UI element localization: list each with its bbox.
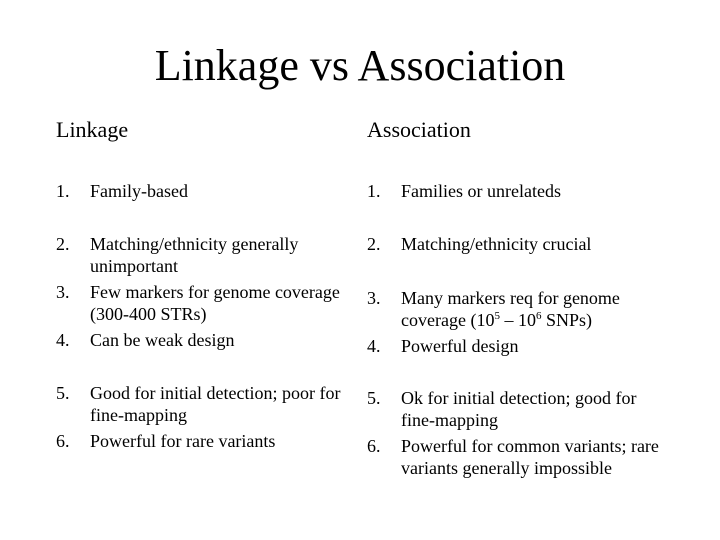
list-text: Family-based xyxy=(90,181,188,201)
list-text: Powerful design xyxy=(401,336,519,356)
list-text: Powerful for rare variants xyxy=(90,431,276,451)
list-number: 4. xyxy=(367,336,381,356)
slide-title: Linkage vs Association xyxy=(154,41,566,90)
list-number: 5. xyxy=(367,388,381,408)
association-heading: Association xyxy=(367,117,471,142)
list-number: 1. xyxy=(56,181,70,201)
linkage-heading: Linkage xyxy=(56,117,129,142)
list-number: 4. xyxy=(56,330,70,350)
list-text xyxy=(401,287,673,331)
list-text: Ok for initial detection; good for fine-mapping xyxy=(401,388,637,430)
list-number: 1. xyxy=(367,181,381,201)
list-text: Can be weak design xyxy=(90,330,235,350)
text-part: – 10 xyxy=(499,310,536,330)
list-number: 2. xyxy=(56,234,70,254)
list-text: Powerful for common variants; rare variants generally impossible xyxy=(401,436,659,478)
list-number: 3. xyxy=(56,282,70,302)
list-number: 3. xyxy=(367,288,381,308)
list-text: Few markers for genome coverage (300-400 STRs) xyxy=(90,282,340,324)
list-text: Families or unrelateds xyxy=(401,181,561,201)
exponent: 5 xyxy=(494,310,500,322)
exponent: 6 xyxy=(535,310,542,322)
list-number: 5. xyxy=(56,383,70,403)
list-number: 6. xyxy=(56,431,70,451)
text-part: SNPs) xyxy=(541,310,592,330)
list-text: Good for initial detection; poor for fine-mapping xyxy=(90,383,341,425)
list-text: Matching/ethnicity generally unimportant xyxy=(90,234,299,276)
list-number: 2. xyxy=(367,234,381,254)
text-part: Many markers req for genome coverage (10 xyxy=(401,288,620,330)
list-text: Matching/ethnicity crucial xyxy=(401,234,592,254)
list-number: 6. xyxy=(367,436,381,456)
